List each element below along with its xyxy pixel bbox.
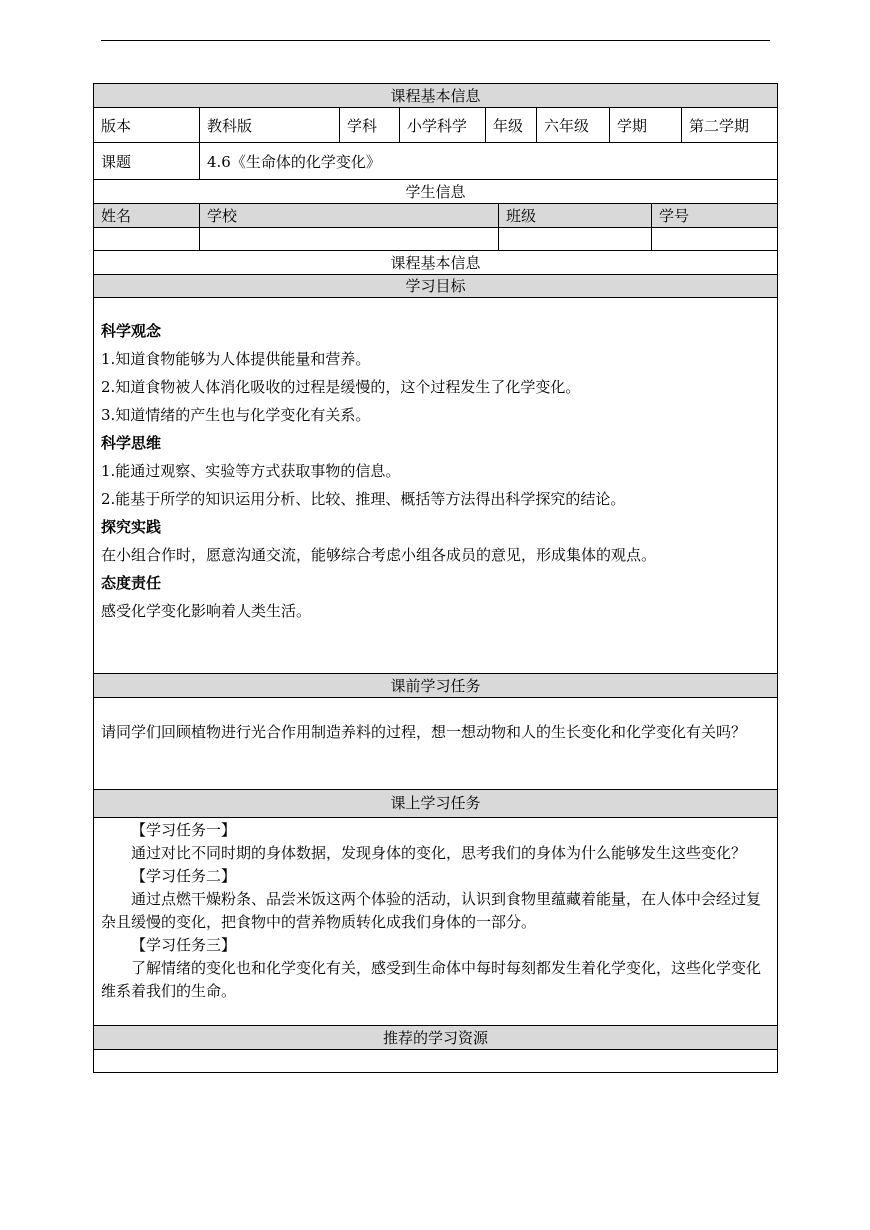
objective-line: 3.知道情绪的产生也与化学变化有关系。	[101, 406, 371, 424]
subject-label: 学科	[340, 108, 400, 142]
topic-row	[93, 142, 778, 179]
objectives-title-row	[93, 274, 778, 297]
student-info-title-row	[93, 179, 778, 203]
class-task-title: 课上学习任务	[390, 794, 481, 812]
objective-heading: 科学思维	[101, 434, 162, 452]
class-value	[499, 228, 652, 250]
edition-value: 教科版	[200, 108, 340, 142]
objective-heading: 科学观念	[101, 322, 162, 340]
task-text: 了解情绪的变化也和化学变化有关，感受到生命体中每时每刻都发生着化学变化，这些化学变化维系着我们的生命。	[101, 959, 762, 1000]
task-text: 通过点燃干燥粉条、品尝米饭这两个体验的活动，认识到食物里蕴藏着能量，在人体中会经过复杂且缓慢的变化，把食物中的营养物质转化成我们身体的一部分。	[101, 890, 762, 931]
task-label: 【学习任务三】	[131, 936, 237, 954]
class-task-body	[93, 817, 778, 1025]
objective-line: 在小组合作时，愿意沟通交流，能够综合考虑小组各成员的意见，形成集体的观点。	[101, 546, 657, 564]
course-info2-row	[93, 250, 778, 274]
student-values-row	[93, 227, 778, 250]
term-value: 第二学期	[689, 116, 750, 135]
grade-label: 年级	[486, 108, 537, 142]
objective-line: 1.能通过观察、实验等方式获取事物的信息。	[101, 462, 401, 480]
objective-line: 2.知道食物被人体消化吸收的过程是缓慢的，这个过程发生了化学变化。	[101, 378, 581, 396]
task-text: 通过对比不同时期的身体数据，发现身体的变化，思考我们的身体为什么能够发生这些变化？	[131, 844, 747, 862]
school-label: 学校	[200, 204, 499, 227]
objective-heading: 探究实践	[101, 518, 162, 536]
pre-task-text: 请同学们回顾植物进行光合作用制造养料的过程，想一想动物和人的生长变化和化学变化有关吗？	[101, 723, 747, 741]
objective-line: 感受化学变化影响着人类生活。	[101, 602, 312, 620]
course-info-title: 课程基本信息	[390, 87, 481, 105]
basic-info-row	[93, 107, 778, 142]
course-info-title-row	[93, 83, 778, 107]
school-value	[200, 228, 499, 250]
pre-task-title: 课前学习任务	[390, 677, 481, 695]
header-rule	[101, 40, 770, 41]
subject-value: 小学科学	[400, 108, 486, 142]
name-value	[94, 228, 200, 250]
name-label: 姓名	[94, 204, 200, 227]
class-task-content	[101, 819, 771, 1003]
course-info2-title: 课程基本信息	[390, 254, 481, 272]
grade-value: 六年级	[537, 108, 610, 142]
objectives-content	[101, 317, 771, 625]
class-label: 班级	[499, 204, 652, 227]
student-labels-row	[93, 203, 778, 227]
objectives-body	[93, 297, 778, 673]
topic-label: 课题	[94, 143, 200, 179]
task-label: 【学习任务二】	[131, 867, 237, 885]
topic-value: 4.6《生命体的化学变化》	[207, 152, 381, 171]
pre-task-title-row	[93, 673, 778, 697]
objective-line: 1.知道食物能够为人体提供能量和营养。	[101, 350, 371, 368]
term-label: 学期	[610, 108, 682, 142]
student-id-value	[652, 228, 777, 250]
objective-line: 2.能基于所学的知识运用分析、比较、推理、概括等方法得出科学探究的结论。	[101, 490, 626, 508]
edition-label: 版本	[94, 108, 200, 142]
objective-heading: 态度责任	[101, 574, 162, 592]
task-label: 【学习任务一】	[131, 821, 237, 839]
student-info-title: 学生信息	[405, 183, 466, 201]
pre-task-body	[93, 697, 778, 789]
class-task-title-row	[93, 789, 778, 817]
objectives-title: 学习目标	[405, 277, 466, 295]
resources-title: 推荐的学习资源	[382, 1029, 488, 1047]
resources-title-row	[93, 1025, 778, 1049]
student-id-label: 学号	[659, 207, 690, 225]
resources-body	[93, 1049, 778, 1073]
